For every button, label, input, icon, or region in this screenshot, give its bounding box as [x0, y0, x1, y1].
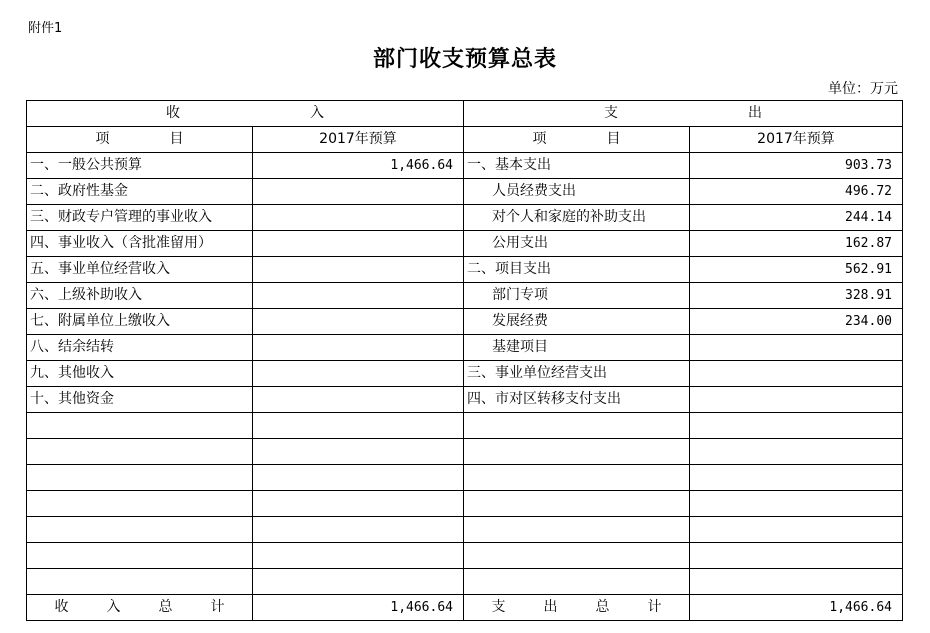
expense-total-value: 1,466.64: [690, 595, 903, 621]
expense-item-cell: [464, 517, 690, 543]
income-value-cell: [253, 491, 464, 517]
expense-total-label-char: 总: [595, 599, 610, 615]
expense-total-label-char: 计: [647, 599, 662, 615]
expense-item-cell: [464, 413, 690, 439]
totals-row: [27, 595, 903, 621]
income-item-cell: 十、其他资金: [27, 387, 253, 413]
expense-total-label-char: 出: [543, 599, 558, 615]
table-row: [27, 335, 903, 361]
table-row: [27, 153, 903, 179]
income-item-header: [27, 127, 253, 153]
expense-value-cell: 496.72: [690, 179, 903, 205]
income-value-cell: [253, 283, 464, 309]
income-value-cell: [253, 179, 464, 205]
expense-item-cell: 部门专项: [464, 283, 690, 309]
income-item-cell: [27, 517, 253, 543]
income-item-cell: 九、其他收入: [27, 361, 253, 387]
expense-value-cell: [690, 387, 903, 413]
income-value-cell: [253, 569, 464, 595]
income-item-header-right: 目: [169, 131, 184, 147]
income-item-cell: 一、一般公共预算: [27, 153, 253, 179]
expense-group-header-right: 出: [748, 105, 762, 121]
income-value-cell: [253, 231, 464, 257]
budget-table: [26, 100, 903, 621]
expense-value-cell: 903.73: [690, 153, 903, 179]
unit-label: 单位：万元: [828, 81, 898, 97]
expense-value-cell: 562.91: [690, 257, 903, 283]
expense-value-cell: [690, 491, 903, 517]
income-total-label-char: 入: [106, 599, 121, 615]
expense-item-cell: 二、项目支出: [464, 257, 690, 283]
table-row: [27, 465, 903, 491]
income-item-cell: 四、事业收入（含批准留用）: [27, 231, 253, 257]
table-row: [27, 413, 903, 439]
expense-item-cell: [464, 569, 690, 595]
table-row: [27, 569, 903, 595]
income-value-cell: [253, 361, 464, 387]
expense-value-cell: [690, 335, 903, 361]
income-group-header-right: 入: [310, 105, 324, 121]
expense-item-cell: [464, 543, 690, 569]
expense-group-header: [464, 101, 903, 127]
expense-item-cell: 三、事业单位经营支出: [464, 361, 690, 387]
income-item-cell: [27, 543, 253, 569]
column-header-row: [27, 127, 903, 153]
income-item-cell: 三、财政专户管理的事业收入: [27, 205, 253, 231]
income-item-cell: [27, 491, 253, 517]
attachment-label: 附件1: [28, 21, 63, 36]
expense-item-header-left: 项: [532, 131, 547, 147]
expense-item-header-right: 目: [606, 131, 621, 147]
income-item-cell: [27, 465, 253, 491]
income-group-header-left: 收: [166, 105, 180, 121]
group-header-row: [27, 101, 903, 127]
expense-total-label: [464, 595, 690, 621]
table-row: [27, 439, 903, 465]
expense-item-cell: [464, 439, 690, 465]
page-title: 部门收支预算总表: [372, 47, 557, 72]
income-group-header: [27, 101, 464, 127]
income-total-value: 1,466.64: [253, 595, 464, 621]
income-budget-header: 2017年预算: [253, 127, 464, 153]
income-item-cell: 八、结余结转: [27, 335, 253, 361]
income-value-cell: [253, 257, 464, 283]
income-item-cell: [27, 569, 253, 595]
expense-item-cell: 四、市对区转移支付支出: [464, 387, 690, 413]
expense-value-cell: [690, 543, 903, 569]
expense-value-cell: [690, 569, 903, 595]
income-value-cell: [253, 205, 464, 231]
expense-value-cell: 244.14: [690, 205, 903, 231]
expense-value-cell: [690, 465, 903, 491]
income-total-label-char: 计: [210, 599, 225, 615]
expense-value-cell: [690, 413, 903, 439]
table-row: [27, 491, 903, 517]
table-row: [27, 309, 903, 335]
income-value-cell: [253, 465, 464, 491]
expense-value-cell: 328.91: [690, 283, 903, 309]
income-total-label-char: 收: [54, 599, 69, 615]
income-value-cell: [253, 439, 464, 465]
income-item-cell: 五、事业单位经营收入: [27, 257, 253, 283]
expense-value-cell: [690, 361, 903, 387]
income-value-cell: [253, 309, 464, 335]
table-row: [27, 517, 903, 543]
income-value-cell: [253, 413, 464, 439]
table-row: [27, 257, 903, 283]
expense-budget-header: 2017年预算: [690, 127, 903, 153]
income-value-cell: [253, 335, 464, 361]
expense-item-cell: 公用支出: [464, 231, 690, 257]
expense-item-cell: 发展经费: [464, 309, 690, 335]
income-total-label-char: 总: [158, 599, 173, 615]
expense-item-cell: 基建项目: [464, 335, 690, 361]
expense-item-cell: 对个人和家庭的补助支出: [464, 205, 690, 231]
expense-value-cell: 162.87: [690, 231, 903, 257]
table-row: [27, 231, 903, 257]
expense-item-cell: [464, 491, 690, 517]
expense-value-cell: 234.00: [690, 309, 903, 335]
income-value-cell: 1,466.64: [253, 153, 464, 179]
expense-group-header-left: 支: [604, 105, 618, 121]
income-value-cell: [253, 387, 464, 413]
table-row: [27, 205, 903, 231]
income-item-cell: 七、附属单位上缴收入: [27, 309, 253, 335]
expense-item-cell: 一、基本支出: [464, 153, 690, 179]
income-item-cell: [27, 439, 253, 465]
income-value-cell: [253, 543, 464, 569]
income-item-cell: [27, 413, 253, 439]
income-item-cell: 二、政府性基金: [27, 179, 253, 205]
expense-item-cell: 人员经费支出: [464, 179, 690, 205]
table-row: [27, 361, 903, 387]
income-item-cell: 六、上级补助收入: [27, 283, 253, 309]
table-row: [27, 543, 903, 569]
table-row: [27, 283, 903, 309]
expense-total-label-char: 支: [491, 599, 506, 615]
expense-item-cell: [464, 465, 690, 491]
expense-value-cell: [690, 439, 903, 465]
income-item-header-left: 项: [95, 131, 110, 147]
income-value-cell: [253, 517, 464, 543]
expense-item-header: [464, 127, 690, 153]
income-total-label: [27, 595, 253, 621]
expense-value-cell: [690, 517, 903, 543]
table-row: [27, 387, 903, 413]
table-row: [27, 179, 903, 205]
